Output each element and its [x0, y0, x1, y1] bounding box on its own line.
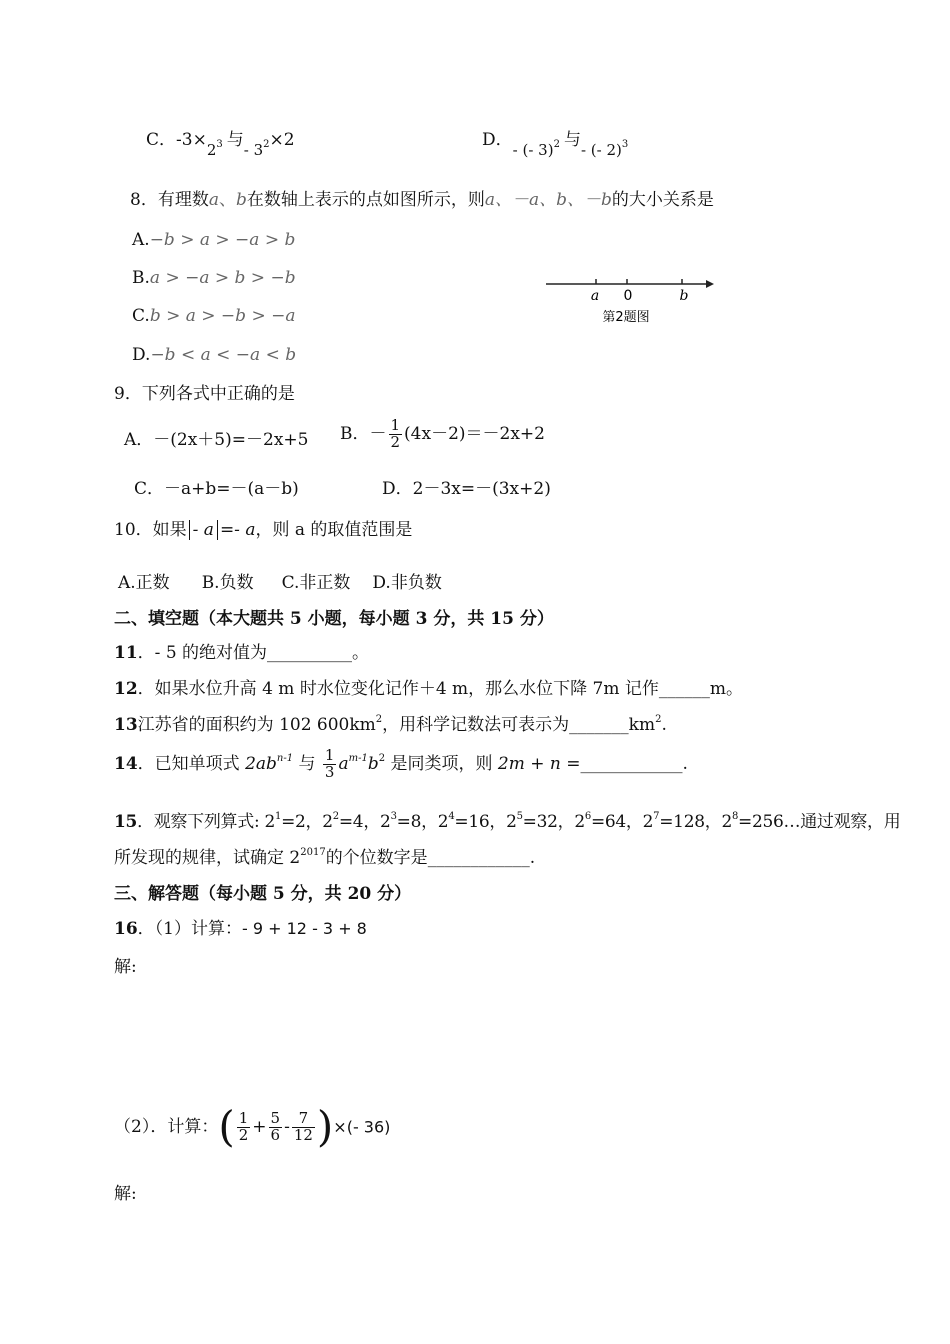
- q16-part1: 16．（1）计算：- 9 + 12 - 3 + 8: [114, 919, 367, 939]
- label-b: b: [679, 288, 689, 304]
- q16-answer-label-2: 解:: [114, 1184, 137, 1204]
- q9-stem: 9．下列各式中正确的是: [114, 384, 295, 404]
- q8-stem: 8．有理数a、b在数轴上表示的点如图所示，则a、－a、b、－b的大小关系是: [130, 190, 714, 210]
- q15-line2: 所发现的规律，试确定 $2^{2017}$的个位数字是____________.: [114, 847, 536, 868]
- q14: 14．已知单项式 $2ab^{n-1}$ 与 $\frac{1}{3}$ $a^{m-1}b^2$ 是同类项，则 2m + n =____________.: [114, 746, 688, 781]
- label-0: 0: [623, 288, 633, 304]
- q9-option-b: B．－ $\frac{1}{2}$ (4x－2)＝－2x+2: [340, 416, 545, 451]
- q15-line1: 15．观察下列算式: $2^1=2$，$2^2=4$，$2^3=8$，$2^4=16$，$2^5=32$，$2^6=64$，$2^7=128$，$2^8=256\dots$通过观察，用: [114, 811, 901, 832]
- q8-option-b: B.a > −a > b > −b: [132, 268, 296, 288]
- q8-option-a: A.−b > a > −a > b: [132, 230, 296, 250]
- figure-caption: 第2题图: [602, 310, 650, 325]
- number-line-arrow: [706, 280, 714, 288]
- q10-options: A.正数 B.负数 C.非正数 D.非负数: [118, 573, 442, 593]
- label-a: a: [590, 288, 600, 304]
- q9-option-a: A．－(2x＋5)=－2x+5: [124, 430, 309, 450]
- number-line-figure: [540, 272, 720, 332]
- q11: 11．- 5 的绝对值为__________。: [114, 643, 370, 663]
- q7-option-d: D．- (- 3)$^2$ 与- (- 2)$^3$: [482, 130, 629, 159]
- q16-answer-label-1: 解:: [114, 957, 137, 977]
- q16-part2: （2）．计算：( $\frac{1}{2}$ + $\frac{5}{6}$ - $\frac{7}{12}$ )×(- 36): [114, 1102, 391, 1151]
- q9-option-c: C．－a+b=－(a－b): [134, 479, 299, 499]
- q8-option-c: C.b > a > −b > −a: [132, 306, 296, 326]
- q13: 13江苏省的面积约为 102 $600km^2$，用科学记数法可表示为$\_\_\_\_\_\_\_km^2$.: [114, 714, 667, 735]
- q12: 12．如果水位升高 4 m 时水位变化记作＋4 m，那么水位下降 7m 记作______m。: [114, 679, 744, 699]
- q8-option-d: D.−b < a < −a < b: [132, 345, 297, 365]
- section-3-heading: 三、解答题（每小题 5 分，共 20 分）: [114, 884, 412, 904]
- q7-option-c: C．$-3\times 2^3$ 与- $3^2\times 2$: [146, 130, 295, 159]
- q10-stem: 10．如果 - a =- a，则 a 的取值范围是: [114, 520, 413, 540]
- section-2-heading: 二、填空题（本大题共 5 小题，每小题 3 分，共 15 分）: [114, 609, 554, 629]
- q9-option-d: D．2－3x=－(3x+2): [382, 479, 551, 499]
